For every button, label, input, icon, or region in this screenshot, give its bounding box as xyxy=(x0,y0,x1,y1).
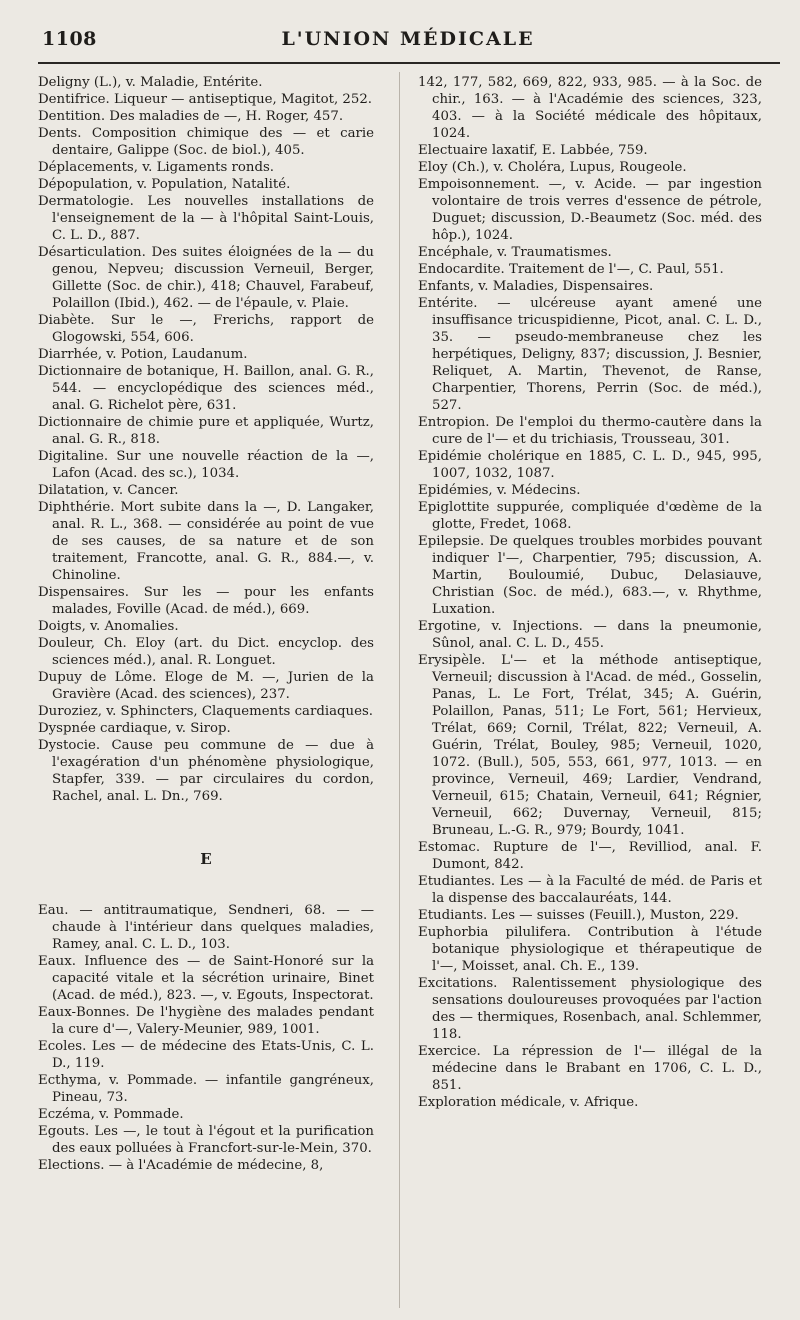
column-divider xyxy=(399,72,400,1308)
index-entry: Dents. Composition chimique des — et carie dentaire, Galippe (Soc. de biol.), 405. xyxy=(38,126,374,158)
index-entry: Ecthyma, v. Pommade. — infantile gangréneux, Pineau, 73. xyxy=(38,1073,374,1105)
index-entry: Eaux-Bonnes. De l'hygiène des malades pendant la cure d'—, Valery-Meunier, 989, 1001. xyxy=(38,1005,374,1037)
index-entry: Dispensaires. Sur les — pour les enfants malades, Foville (Acad. de méd.), 669. xyxy=(38,585,374,617)
index-entry: Dentifrice. Liqueur — antiseptique, Magitot, 252. xyxy=(38,92,373,107)
index-entry: Diarrhée, v. Potion, Laudanum. xyxy=(38,347,248,362)
index-entry: Ecoles. Les — de médecine des Etats-Unis, C. L. D., 119. xyxy=(38,1039,374,1071)
index-entry: Dépopulation, v. Population, Natalité. xyxy=(38,177,291,192)
right-entries xyxy=(418,74,762,1111)
index-entry: Dyspnée cardiaque, v. Sirop. xyxy=(38,721,231,736)
index-entry: Encéphale, v. Traumatismes. xyxy=(418,245,612,260)
index-entry: Exploration médicale, v. Afrique. xyxy=(418,1095,639,1110)
left-entries-before xyxy=(38,74,374,805)
index-entry: Endocardite. Traitement de l'—, C. Paul, 551. xyxy=(418,262,724,277)
index-entry: Deligny (L.), v. Maladie, Entérite. xyxy=(38,75,263,90)
index-entry: Epiglottite suppurée, compliquée d'œdème de la glotte, Fredet, 1068. xyxy=(418,500,762,532)
left-entries-after xyxy=(38,902,374,1174)
index-entry: Diabète. Sur le —, Frerichs, rapport de Glogowski, 554, 606. xyxy=(38,313,374,345)
index-entry: Empoisonnement. —, v. Acide. — par ingestion volontaire de trois verres d'essence de pétrole, Duguet; discussion, D.-Beaumetz (Soc. méd. des hôp.), 1024. xyxy=(418,177,762,243)
index-entry: 142, 177, 582, 669, 822, 933, 985. — à la Soc. de chir., 163. — à l'Académie des sciences, 323, 403. — à la Société médicale des hôpitaux, 1024. xyxy=(418,75,762,141)
right-column xyxy=(418,74,762,1111)
index-entry: Etudiantes. Les — à la Faculté de méd. de Paris et la dispense des baccalauréats, 144. xyxy=(418,874,762,906)
index-entry: Electuaire laxatif, E. Labbée, 759. xyxy=(418,143,648,158)
index-entry: Doigts, v. Anomalies. xyxy=(38,619,179,634)
index-entry: Exercice. La répression de l'— illégal de la médecine dans le Brabant en 1706, C. L. D., 851. xyxy=(418,1044,762,1093)
page-number: 1108 xyxy=(42,28,97,50)
index-entry: Epidémies, v. Médecins. xyxy=(418,483,581,498)
index-entry: Digitaline. Sur une nouvelle réaction de la —, Lafon (Acad. des sc.), 1034. xyxy=(38,449,374,481)
index-entry: Duroziez, v. Sphincters, Claquements cardiaques. xyxy=(38,704,374,719)
index-entry: Enfants, v. Maladies, Dispensaires. xyxy=(418,279,654,294)
index-entry: Erysipèle. L'— et la méthode antiseptique, Verneuil; discussion à l'Acad. de méd., Gosselin, Panas, L. Le Fort, Trélat, 345; A. Guérin, Polaillon, Panas, 511; Le Fort, 561; Hervieux, Trélat, 669; Cornil, Trélat, 822; Verneuil, A. Guérin, Trélat, Bouley, 985; Verneuil, 1020, 1072. (Bull.), 505, 553, 661, 977, 1013. — en province, Verneuil, 469; Lardier, Vendrand, Verneuil, 615; Chatain, Verneuil, 641; Régnier, Verneuil, 662; Duvernay, Verneuil, 815; Bruneau, L.-G. R., 979; Bourdy, 1041. xyxy=(418,653,762,838)
section-letter: E xyxy=(200,850,212,868)
index-entry: Etudiants. Les — suisses (Feuill.), Muston, 229. xyxy=(418,908,739,923)
index-entry: Dilatation, v. Cancer. xyxy=(38,483,179,498)
index-entry: Eloy (Ch.), v. Choléra, Lupus, Rougeole. xyxy=(418,160,687,175)
index-entry: Eczéma, v. Pommade. xyxy=(38,1107,184,1122)
page-header xyxy=(38,22,778,52)
index-entry: Estomac. Rupture de l'—, Revilliod, anal. F. Dumont, 842. xyxy=(418,840,762,872)
index-entry: Epidémie cholérique en 1885, C. L. D., 945, 995, 1007, 1032, 1087. xyxy=(418,449,762,481)
header-rule xyxy=(38,62,780,64)
index-entry: Ergotine, v. Injections. — dans la pneumonie, Sûnol, anal. C. L. D., 455. xyxy=(418,619,762,651)
index-entry: Dermatologie. Les nouvelles installations de l'enseignement de la — à l'hôpital Saint-Louis, C. L. D., 887. xyxy=(38,194,374,243)
index-entry: Euphorbia pilulifera. Contribution à l'étude botanique physiologique et thérapeutique de l'—, Moisset, anal. Ch. E., 139. xyxy=(418,925,762,974)
index-entry: Déplacements, v. Ligaments ronds. xyxy=(38,160,275,175)
index-entry: Entérite. — ulcéreuse ayant amené une insuffisance tricuspidienne, Picot, anal. C. L. D., 35. — pseudo-membraneuse chez les herpétiques, Deligny, 837; discussion, J. Besnier, Reliquet, A. Martin, Thevenot, de Ranse, Charpentier, Thorens, Perrin (Soc. de méd.), 527. xyxy=(418,296,762,413)
index-entry: Eaux. Influence des — de Saint-Honoré sur la capacité vitale et la sécrétion urinaire, Binet (Acad. de méd.), 823. —, v. Egouts, Inspectorat. xyxy=(38,954,374,1003)
index-entry: Désarticulation. Des suites éloignées de la — du genou, Nepveu; discussion Verneuil, Berger, Gillette (Soc. de chir.), 418; Chauvel, Farabeuf, Polaillon (Ibid.), 462. — de l'épaule, v. Plaie. xyxy=(38,245,374,311)
index-entry: Dictionnaire de chimie pure et appliquée, Wurtz, anal. G. R., 818. xyxy=(38,415,374,447)
index-entry: Dystocie. Cause peu commune de — due à l'exagération d'un phénomène physiologique, Stapfer, 339. — par circulaires du cordon, Rachel, anal. L. Dn., 769. xyxy=(38,738,374,804)
index-entry: Diphthérie. Mort subite dans la —, D. Langaker, anal. R. L., 368. — considérée au point de vue de ses causes, de sa nature et de son traitement, Francotte, anal. G. R., 884.—, v. Chinoline. xyxy=(38,500,374,583)
index-entry: Entropion. De l'emploi du thermo-cautère dans la cure de l'— et du trichiasis, Trousseau, 301. xyxy=(418,415,762,447)
index-entry: Eau. — antitraumatique, Sendneri, 68. — — chaude à l'intérieur dans quelques maladies, Ramey, anal. C. L. D., 103. xyxy=(38,903,374,952)
running-title: L'UNION MÉDICALE xyxy=(281,28,535,50)
index-entry: Douleur, Ch. Eloy (art. du Dict. encyclop. des sciences méd.), anal. R. Longuet. xyxy=(38,636,374,668)
index-entry: Elections. — à l'Académie de médecine, 8, xyxy=(38,1158,324,1173)
index-entry: Dictionnaire de botanique, H. Baillon, anal. G. R., 544. — encyclopédique des sciences méd., anal. G. Richelot père, 631. xyxy=(38,364,374,413)
index-entry: Egouts. Les —, le tout à l'égout et la purification des eaux polluées à Francfort-sur-le-Mein, 370. xyxy=(38,1124,374,1156)
index-entry: Dupuy de Lôme. Eloge de M. —, Jurien de la Gravière (Acad. des sciences), 237. xyxy=(38,670,374,702)
index-entry: Epilepsie. De quelques troubles morbides pouvant indiquer l'—, Charpentier, 795; discussion, A. Martin, Bouloumié, Dubuc, Delasiauve, Christian (Soc. de méd.), 683.—, v. Rhythme, Luxation. xyxy=(418,534,762,617)
left-column xyxy=(38,74,374,1174)
index-entry: Excitations. Ralentissement physiologique des sensations douloureuses provoquées par l'action des — thermiques, Rosenbach, anal. Schlemmer, 118. xyxy=(418,976,762,1042)
index-entry: Dentition. Des maladies de —, H. Roger, 457. xyxy=(38,109,344,124)
